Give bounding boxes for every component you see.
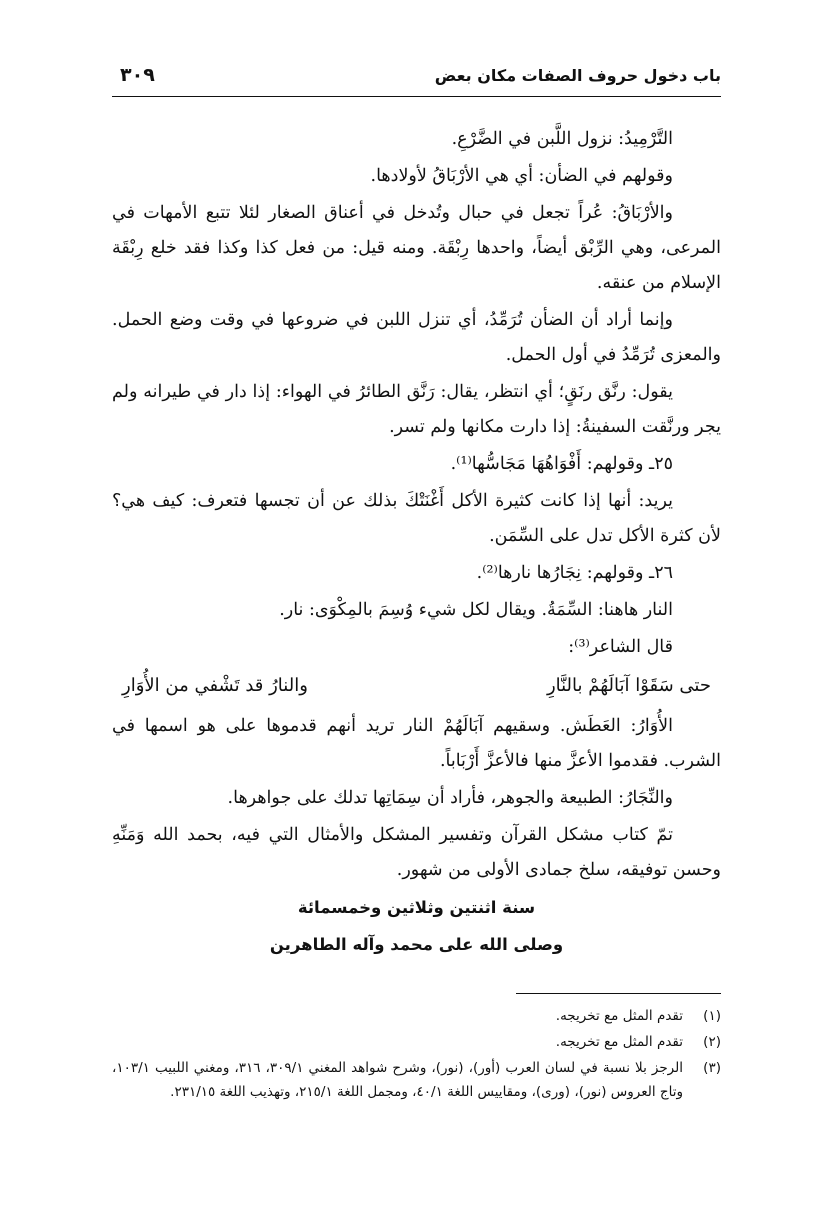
- paragraph: والأرْبَاقُ: عُراً تجعل في حبال وتُدخل في أعناق الصغار لئلا تتبع الأمهات في المرعى، وهي الرِّبْق أيضاً، واحدها رِبْقَة. ومنه قيل: من فعل كذا وكذا فقد خلع رِبْقَة الإسلام من عنقه.: [112, 203, 721, 293]
- paragraph: التَّرْمِيدُ: نزول اللَّبن في الضَّرْعِ.: [451, 129, 673, 149]
- paragraph: النار هاهنا: السِّمَةُ. ويقال لكل شيء وُسِمَ بالمِكْوَى: نار.: [279, 600, 673, 620]
- main-text: [112, 122, 721, 964]
- colophon-date: سنة اثنتين وثلاثين وخمسمائة: [297, 898, 536, 917]
- footnote-number: (٢): [703, 1034, 721, 1050]
- paragraph: يقول: رنَّق رنَقٍ؛ أي انتظر، يقال: رَنَّق الطائرُ في الهواء: إذا دار في طيرانه ولم يجر ورنَّقت السفينةُ: إذا دارت مكانها ولم تسر.: [112, 382, 721, 437]
- verse-first-hemistich: حتى سَقَوْا آبَالَهُمْ بالنَّارِ: [546, 675, 711, 696]
- proverb-heading: ٢٦ـ وقولهم: نِجَارُها نارها⁽²⁾.: [476, 563, 673, 583]
- footnote-number: (٣): [703, 1060, 721, 1076]
- footnotes: [112, 1004, 721, 1106]
- footnote: [112, 1056, 721, 1104]
- footnote: [112, 1030, 721, 1054]
- running-header: [112, 62, 721, 97]
- footnote-text: تقدم المثل مع تخريجه.: [555, 1008, 683, 1024]
- paragraph: قال الشاعر⁽³⁾:: [568, 637, 673, 657]
- footnote-text: تقدم المثل مع تخريجه.: [555, 1034, 683, 1050]
- paragraph: الأُوَارُ: العَطَش. وسقيهم آبَالَهُمْ النار تريد أنهم قدموها على هو اسمها في الشرب. فقدموا الأعزَّ منها فالأعزَّ أَرْبَاباً.: [112, 716, 721, 771]
- colophon-blessing: وصلى الله على محمد وآله الطاهرين: [269, 935, 564, 954]
- footnote-separator: [516, 993, 721, 994]
- colophon: تمّ كتاب مشكل القرآن وتفسير المشكل والأمثال التي فيه، بحمد الله وَمَنِّهِ وحسن توفيقه، سلخ جمادى الأولى من شهور.: [112, 825, 721, 880]
- proverb-heading: ٢٥ـ وقولهم: أَفْوَاهُهَا مَجَاسُّها⁽¹⁾.: [450, 454, 673, 474]
- footnote: [112, 1004, 721, 1028]
- paragraph: وقولهم في الضأن: أي هي الأرْبَاقُ لأولادها.: [370, 166, 673, 186]
- poetry-verse: [122, 667, 711, 705]
- paragraph: والنِّجَارُ: الطبيعة والجوهر، فأراد أن سِمَاتِها تدلك على جواهرها.: [227, 788, 673, 808]
- page-number: ٣٠٩: [120, 64, 155, 86]
- paragraph: وإنما أراد أن الضأن تُرَمِّدُ، أي تنزل اللبن في ضروعها في وقت وضع الحمل. والمعزى تُرَمِّدُ في أول الحمل.: [112, 310, 721, 365]
- paragraph: يريد: أنها إذا كانت كثيرة الأكل أَغْنَتْكَ بذلك عن أن تجسها فتعرف: كيف هي؟ لأن كثرة الأكل تدل على السِّمَن.: [112, 491, 721, 546]
- footnote-number: (١): [703, 1008, 721, 1024]
- running-title: باب دخول حروف الصفات مكان بعض: [434, 66, 721, 85]
- verse-second-hemistich: والنارُ قد تَشْفي من الأُوَارِ: [122, 675, 308, 696]
- footnote-text: الرجز بلا نسبة في لسان العرب (أور)، (نور)، وشرح شواهد المغني ٣٠٩/١، ٣١٦، ومغني اللبيب ١٠٣/١، وتاج العروس (نور)، (ورى)، ومقاييس اللغة ٤٠/١، ومجمل اللغة ٢١٥/١، وتهذيب اللغة ٢٣١/١٥.: [112, 1060, 683, 1100]
